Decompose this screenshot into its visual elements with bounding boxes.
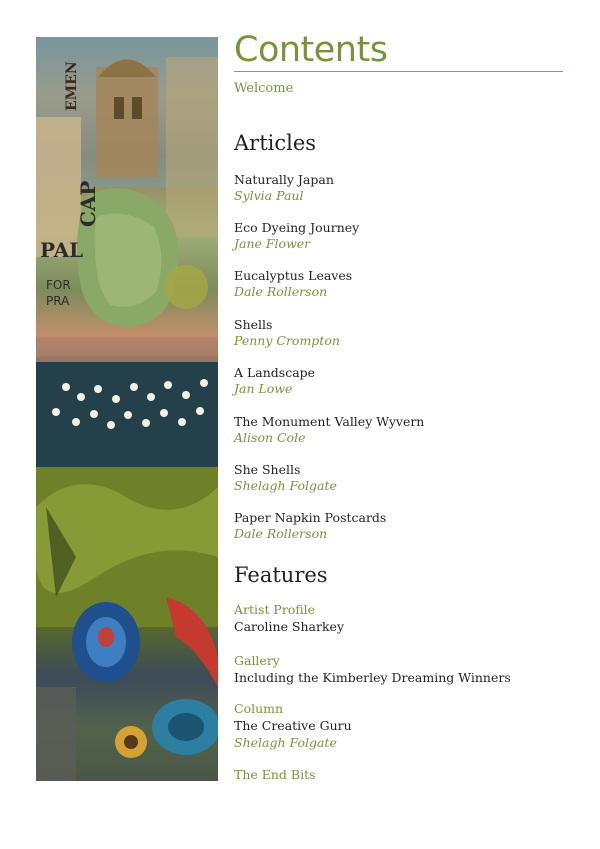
- svg-text:PRA: PRA: [46, 294, 70, 308]
- feature-author: Shelagh Folgate: [234, 735, 337, 750]
- article-title[interactable]: The Monument Valley Wyvern: [234, 414, 425, 429]
- welcome-link[interactable]: Welcome: [234, 81, 294, 96]
- title-divider: [234, 71, 563, 72]
- svg-text:CAP: CAP: [76, 180, 100, 227]
- feature-text: The Creative Guru: [234, 718, 352, 733]
- article-author: Shelagh Folgate: [234, 478, 337, 493]
- feature-text: Caroline Sharkey: [234, 619, 345, 634]
- article-title[interactable]: Shells: [234, 317, 273, 332]
- article-title[interactable]: Paper Napkin Postcards: [234, 510, 387, 525]
- features-heading: Features: [234, 563, 328, 587]
- svg-text:PAL: PAL: [40, 238, 84, 262]
- collage-artwork-icon: [36, 37, 218, 781]
- article-title[interactable]: She Shells: [234, 462, 301, 477]
- svg-text:FOR: FOR: [46, 278, 71, 292]
- article-author: Penny Crompton: [234, 333, 340, 348]
- page-title: Contents: [234, 30, 388, 70]
- article-title[interactable]: Eucalyptus Leaves: [234, 268, 353, 283]
- feature-label-gallery[interactable]: Gallery: [234, 653, 280, 668]
- collage-artwork-strip: [36, 37, 218, 781]
- article-author: Dale Rollerson: [234, 526, 328, 541]
- article-author: Alison Cole: [234, 430, 306, 445]
- article-author: Jan Lowe: [234, 381, 293, 396]
- article-title[interactable]: Eco Dyeing Journey: [234, 220, 360, 235]
- article-author: Jane Flower: [234, 236, 311, 251]
- feature-label-end-bits[interactable]: The End Bits: [234, 767, 316, 782]
- article-title[interactable]: A Landscape: [234, 365, 316, 380]
- feature-text: Including the Kimberley Dreaming Winners: [234, 670, 511, 685]
- article-author: Sylvia Paul: [234, 188, 304, 203]
- article-title[interactable]: Naturally Japan: [234, 172, 334, 187]
- articles-heading: Articles: [234, 131, 317, 155]
- feature-label-artist-profile[interactable]: Artist Profile: [234, 602, 316, 617]
- svg-text:EMEN: EMEN: [64, 61, 80, 111]
- article-author: Dale Rollerson: [234, 284, 328, 299]
- feature-label-column[interactable]: Column: [234, 701, 284, 716]
